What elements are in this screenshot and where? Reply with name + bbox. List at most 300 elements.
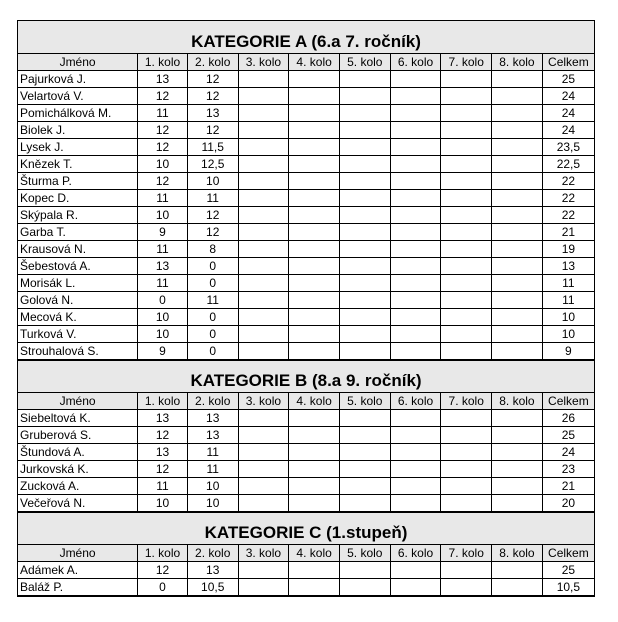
column-header: 1. kolo (138, 545, 188, 562)
round-score (289, 495, 340, 512)
round-score (289, 190, 340, 207)
round-score (390, 88, 441, 105)
category-block (18, 512, 594, 596)
round-score (339, 292, 390, 309)
total-score: 25 (542, 71, 594, 88)
table-row (18, 275, 594, 292)
round-score: 12 (187, 71, 238, 88)
competitor-name: Skýpala R. (18, 207, 138, 224)
round-score: 12 (187, 207, 238, 224)
round-score (492, 190, 543, 207)
round-score (238, 444, 289, 461)
round-score (238, 427, 289, 444)
round-score: 13 (187, 105, 238, 122)
round-score (339, 105, 390, 122)
round-score: 10 (138, 207, 188, 224)
round-score (289, 427, 340, 444)
round-score (492, 122, 543, 139)
round-score (390, 224, 441, 241)
round-score (289, 122, 340, 139)
round-score: 11 (138, 241, 188, 258)
round-score (390, 410, 441, 427)
competitor-name: Turková V. (18, 326, 138, 343)
round-score (390, 495, 441, 512)
round-score: 10 (138, 309, 188, 326)
round-score (238, 309, 289, 326)
total-score: 24 (542, 105, 594, 122)
total-score: 24 (542, 122, 594, 139)
round-score: 0 (138, 579, 188, 596)
round-score (492, 579, 543, 596)
round-score (238, 241, 289, 258)
round-score (390, 105, 441, 122)
round-score: 10 (187, 478, 238, 495)
table-row (18, 71, 594, 88)
round-score (238, 478, 289, 495)
total-score: 10,5 (542, 579, 594, 596)
column-header: 1. kolo (138, 54, 188, 71)
round-score (289, 292, 340, 309)
round-score (390, 579, 441, 596)
round-score (441, 105, 492, 122)
round-score: 0 (187, 258, 238, 275)
round-score (390, 444, 441, 461)
round-score (339, 71, 390, 88)
round-score: 13 (138, 258, 188, 275)
round-score (441, 478, 492, 495)
round-score (289, 173, 340, 190)
table-row (18, 105, 594, 122)
round-score (441, 292, 492, 309)
round-score (492, 88, 543, 105)
round-score (441, 71, 492, 88)
round-score: 12 (138, 562, 188, 579)
total-score: 24 (542, 444, 594, 461)
total-score: 23 (542, 461, 594, 478)
round-score (289, 88, 340, 105)
total-score: 19 (542, 241, 594, 258)
round-score (441, 275, 492, 292)
competitor-name: Adámek A. (18, 562, 138, 579)
round-score (289, 410, 340, 427)
competitor-name: Zucková A. (18, 478, 138, 495)
round-score (441, 224, 492, 241)
table-row (18, 579, 594, 596)
round-score (390, 190, 441, 207)
column-header: 3. kolo (238, 393, 289, 410)
round-score: 0 (187, 309, 238, 326)
round-score (441, 495, 492, 512)
column-header: 7. kolo (441, 393, 492, 410)
round-score (238, 326, 289, 343)
round-score: 11 (138, 478, 188, 495)
column-header: 5. kolo (339, 393, 390, 410)
round-score (390, 122, 441, 139)
round-score (390, 139, 441, 156)
round-score: 12 (138, 173, 188, 190)
round-score (390, 156, 441, 173)
round-score: 10 (138, 156, 188, 173)
column-header: Celkem (542, 545, 594, 562)
round-score: 10 (187, 173, 238, 190)
round-score (289, 105, 340, 122)
round-score (339, 258, 390, 275)
table-row (18, 292, 594, 309)
total-score: 25 (542, 562, 594, 579)
table-row (18, 224, 594, 241)
total-score: 21 (542, 224, 594, 241)
column-header: 8. kolo (492, 393, 543, 410)
round-score: 11,5 (187, 139, 238, 156)
round-score (238, 122, 289, 139)
column-header: Celkem (542, 393, 594, 410)
round-score: 10 (138, 495, 188, 512)
round-score: 12,5 (187, 156, 238, 173)
round-score (289, 224, 340, 241)
round-score: 11 (138, 190, 188, 207)
round-score (441, 139, 492, 156)
round-score (289, 343, 340, 360)
category-title: KATEGORIE C (1.stupeň) (18, 512, 594, 545)
round-score (492, 139, 543, 156)
round-score (238, 224, 289, 241)
table-row (18, 139, 594, 156)
round-score (238, 190, 289, 207)
round-score (339, 190, 390, 207)
column-header: 3. kolo (238, 545, 289, 562)
round-score: 12 (138, 427, 188, 444)
round-score (390, 427, 441, 444)
round-score (390, 478, 441, 495)
round-score (390, 71, 441, 88)
table-row (18, 427, 594, 444)
round-score: 11 (138, 275, 188, 292)
round-score (492, 292, 543, 309)
competitor-name: Strouhalová S. (18, 343, 138, 360)
round-score: 10 (138, 326, 188, 343)
column-header: 2. kolo (187, 393, 238, 410)
column-header: Jméno (18, 545, 138, 562)
round-score (390, 309, 441, 326)
round-score (390, 207, 441, 224)
round-score: 13 (187, 410, 238, 427)
round-score: 0 (187, 275, 238, 292)
round-score (390, 258, 441, 275)
round-score (492, 156, 543, 173)
round-score (390, 173, 441, 190)
round-score (289, 156, 340, 173)
round-score (238, 579, 289, 596)
round-score (492, 410, 543, 427)
round-score: 8 (187, 241, 238, 258)
column-header: Celkem (542, 54, 594, 71)
round-score (390, 292, 441, 309)
round-score (441, 173, 492, 190)
round-score (289, 444, 340, 461)
competitor-name: Baláž P. (18, 579, 138, 596)
round-score (492, 461, 543, 478)
round-score (441, 562, 492, 579)
round-score: 13 (138, 410, 188, 427)
table-row (18, 241, 594, 258)
round-score (390, 562, 441, 579)
round-score (441, 343, 492, 360)
round-score (289, 478, 340, 495)
round-score (238, 343, 289, 360)
round-score (289, 461, 340, 478)
round-score (492, 224, 543, 241)
round-score: 12 (138, 88, 188, 105)
round-score (238, 410, 289, 427)
column-header: 3. kolo (238, 54, 289, 71)
round-score (390, 241, 441, 258)
round-score: 12 (187, 88, 238, 105)
competitor-name: Velartová V. (18, 88, 138, 105)
round-score (441, 579, 492, 596)
column-header: 1. kolo (138, 393, 188, 410)
round-score (289, 326, 340, 343)
round-score (339, 562, 390, 579)
total-score: 25 (542, 427, 594, 444)
table-row (18, 173, 594, 190)
round-score: 11 (187, 461, 238, 478)
round-score (492, 343, 543, 360)
round-score (238, 562, 289, 579)
column-header: Jméno (18, 393, 138, 410)
round-score (492, 478, 543, 495)
round-score (289, 258, 340, 275)
total-score: 21 (542, 478, 594, 495)
results-table (18, 393, 594, 512)
competitor-name: Šturma P. (18, 173, 138, 190)
competitor-name: Večeřová N. (18, 495, 138, 512)
round-score: 11 (187, 444, 238, 461)
round-score (339, 427, 390, 444)
round-score (492, 326, 543, 343)
competitor-name: Mecová K. (18, 309, 138, 326)
table-row (18, 478, 594, 495)
round-score (441, 190, 492, 207)
round-score (492, 444, 543, 461)
round-score (441, 444, 492, 461)
round-score (441, 122, 492, 139)
table-row (18, 88, 594, 105)
competitor-name: Krausová N. (18, 241, 138, 258)
results-sheet (17, 20, 595, 597)
round-score (492, 173, 543, 190)
round-score (289, 241, 340, 258)
round-score (339, 139, 390, 156)
competitor-name: Siebeltová K. (18, 410, 138, 427)
column-header: 2. kolo (187, 545, 238, 562)
round-score (339, 461, 390, 478)
column-header: 4. kolo (289, 545, 340, 562)
total-score: 10 (542, 326, 594, 343)
total-score: 11 (542, 275, 594, 292)
table-row (18, 495, 594, 512)
round-score (441, 241, 492, 258)
round-score (441, 461, 492, 478)
round-score (289, 275, 340, 292)
round-score (390, 343, 441, 360)
round-score (339, 122, 390, 139)
total-score: 22 (542, 190, 594, 207)
round-score: 13 (187, 427, 238, 444)
round-score (339, 579, 390, 596)
round-score (238, 71, 289, 88)
round-score (441, 427, 492, 444)
competitor-name: Kopec D. (18, 190, 138, 207)
round-score: 9 (138, 343, 188, 360)
table-row (18, 461, 594, 478)
round-score (238, 173, 289, 190)
round-score (238, 156, 289, 173)
category-title: KATEGORIE B (8.a 9. ročník) (18, 360, 594, 393)
competitor-name: Gruberová S. (18, 427, 138, 444)
round-score (339, 275, 390, 292)
competitor-name: Pajurková J. (18, 71, 138, 88)
table-row (18, 343, 594, 360)
table-row (18, 410, 594, 427)
column-header: 4. kolo (289, 54, 340, 71)
round-score: 10,5 (187, 579, 238, 596)
round-score: 13 (138, 444, 188, 461)
table-row (18, 326, 594, 343)
results-table (18, 545, 594, 596)
table-row (18, 122, 594, 139)
round-score (441, 88, 492, 105)
round-score (339, 88, 390, 105)
column-header: 6. kolo (390, 393, 441, 410)
round-score (339, 495, 390, 512)
round-score: 13 (138, 71, 188, 88)
round-score (289, 562, 340, 579)
competitor-name: Garba T. (18, 224, 138, 241)
round-score (289, 579, 340, 596)
total-score: 22 (542, 173, 594, 190)
competitor-name: Pomichálková M. (18, 105, 138, 122)
competitor-name: Biolek J. (18, 122, 138, 139)
competitor-name: Lysek J. (18, 139, 138, 156)
column-header: 5. kolo (339, 545, 390, 562)
table-row (18, 207, 594, 224)
table-row (18, 444, 594, 461)
category-block (18, 21, 594, 360)
round-score: 12 (138, 461, 188, 478)
round-score (441, 326, 492, 343)
header-row (18, 393, 594, 410)
round-score: 12 (138, 139, 188, 156)
round-score (492, 427, 543, 444)
round-score (441, 156, 492, 173)
round-score (492, 71, 543, 88)
total-score: 9 (542, 343, 594, 360)
round-score (492, 241, 543, 258)
round-score (339, 343, 390, 360)
round-score (289, 309, 340, 326)
header-row (18, 54, 594, 71)
round-score (238, 495, 289, 512)
competitor-name: Knězek T. (18, 156, 138, 173)
round-score (339, 444, 390, 461)
round-score (441, 258, 492, 275)
round-score (390, 461, 441, 478)
round-score (441, 207, 492, 224)
table-row (18, 309, 594, 326)
header-row (18, 545, 594, 562)
table-row (18, 156, 594, 173)
round-score (289, 207, 340, 224)
competitor-name: Jurkovská K. (18, 461, 138, 478)
round-score: 9 (138, 224, 188, 241)
column-header: 7. kolo (441, 545, 492, 562)
column-header: 2. kolo (187, 54, 238, 71)
round-score (238, 461, 289, 478)
table-row (18, 562, 594, 579)
round-score: 11 (187, 190, 238, 207)
round-score: 0 (187, 326, 238, 343)
round-score (492, 562, 543, 579)
column-header: 6. kolo (390, 54, 441, 71)
column-header: Jméno (18, 54, 138, 71)
category-title: KATEGORIE A (6.a 7. ročník) (18, 21, 594, 54)
round-score (339, 326, 390, 343)
round-score (238, 139, 289, 156)
round-score (339, 224, 390, 241)
round-score (238, 292, 289, 309)
column-header: 5. kolo (339, 54, 390, 71)
round-score: 11 (187, 292, 238, 309)
round-score: 0 (138, 292, 188, 309)
round-score (238, 105, 289, 122)
round-score (492, 309, 543, 326)
column-header: 4. kolo (289, 393, 340, 410)
competitor-name: Šebestová A. (18, 258, 138, 275)
total-score: 13 (542, 258, 594, 275)
table-row (18, 258, 594, 275)
round-score (441, 309, 492, 326)
column-header: 7. kolo (441, 54, 492, 71)
round-score (339, 173, 390, 190)
round-score: 12 (138, 122, 188, 139)
round-score (339, 309, 390, 326)
round-score (492, 275, 543, 292)
round-score (238, 207, 289, 224)
category-block (18, 360, 594, 512)
round-score (238, 258, 289, 275)
column-header: 6. kolo (390, 545, 441, 562)
round-score (238, 88, 289, 105)
round-score (238, 275, 289, 292)
round-score (339, 478, 390, 495)
competitor-name: Štundová A. (18, 444, 138, 461)
total-score: 26 (542, 410, 594, 427)
round-score (339, 241, 390, 258)
round-score: 11 (138, 105, 188, 122)
round-score (339, 410, 390, 427)
total-score: 22,5 (542, 156, 594, 173)
round-score (289, 71, 340, 88)
total-score: 11 (542, 292, 594, 309)
total-score: 23,5 (542, 139, 594, 156)
total-score: 10 (542, 309, 594, 326)
round-score (390, 326, 441, 343)
column-header: 8. kolo (492, 545, 543, 562)
round-score (492, 105, 543, 122)
round-score (390, 275, 441, 292)
round-score (492, 258, 543, 275)
round-score (339, 156, 390, 173)
